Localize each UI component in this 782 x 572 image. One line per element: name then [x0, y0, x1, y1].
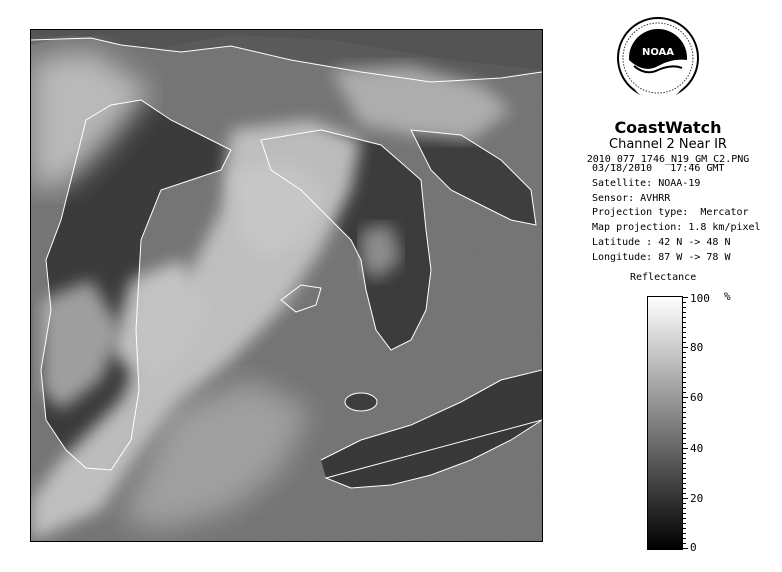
colorbar-label-40: 40: [690, 442, 704, 455]
longitude-label: Longitude: 87 W -> 78 W: [592, 251, 731, 263]
colorbar-label-0: 0: [690, 541, 697, 554]
channel-label: Channel 2 Near IR: [609, 137, 727, 152]
colorbar-tick: [683, 352, 686, 353]
colorbar-label-20: 20: [690, 492, 704, 505]
colorbar-tick: [683, 488, 686, 489]
brand-title: CoastWatch: [614, 118, 722, 137]
colorbar-tick: [683, 503, 686, 504]
colorbar-tick: [683, 463, 686, 464]
colorbar-tick: [683, 483, 686, 484]
colorbar-label-100: 100: [690, 292, 710, 305]
colorbar-tick: [683, 523, 686, 524]
colorbar-tick: [683, 508, 686, 509]
colorbar-tick: [683, 448, 688, 449]
colorbar-tick: [683, 412, 686, 413]
colorbar: [647, 296, 683, 550]
colorbar-tick: [683, 362, 686, 363]
colorbar-tick: [683, 297, 688, 298]
colorbar-tick: [683, 438, 686, 439]
colorbar-tick: [683, 518, 686, 519]
colorbar-tick: [683, 468, 686, 469]
colorbar-tick: [683, 433, 686, 434]
colorbar-tick: [683, 397, 688, 398]
colorbar-tick: [683, 478, 686, 479]
colorbar-tick: [683, 347, 688, 348]
colorbar-tick: [683, 312, 686, 313]
colorbar-unit: %: [724, 290, 731, 303]
colorbar-tick: [683, 402, 686, 403]
colorbar-label-60: 60: [690, 391, 704, 404]
colorbar-tick: [683, 372, 686, 373]
colorbar-tick: [683, 357, 686, 358]
colorbar-tick: [683, 538, 686, 539]
colorbar-tick: [683, 513, 686, 514]
colorbar-tick: [683, 387, 686, 388]
colorbar-tick: [683, 392, 686, 393]
datetime-label: 03/18/2010 17:46 GMT: [592, 163, 725, 174]
colorbar-tick: [683, 458, 686, 459]
colorbar-tick: [683, 322, 686, 323]
colorbar-tick: [683, 423, 686, 424]
colorbar-tick: [683, 543, 686, 544]
map-canvas: [31, 30, 542, 541]
colorbar-tick: [683, 332, 686, 333]
colorbar-tick: [683, 498, 688, 499]
latitude-label: Latitude : 42 N -> 48 N: [592, 236, 731, 248]
colorbar-label-80: 80: [690, 341, 704, 354]
colorbar-tick: [683, 493, 686, 494]
colorbar-tick: [683, 533, 686, 534]
colorbar-tick: [683, 548, 688, 549]
colorbar-tick: [683, 407, 686, 408]
colorbar-tick: [683, 327, 686, 328]
colorbar-tick: [683, 307, 686, 308]
colorbar-title: Reflectance: [630, 272, 697, 283]
colorbar-tick: [683, 317, 686, 318]
colorbar-tick: [683, 377, 686, 378]
filename-label: 2010_077_1746_N19_GM_C2.PNG: [586, 154, 750, 165]
colorbar-tick: [683, 428, 686, 429]
noaa-seal-icon: [616, 16, 700, 100]
colorbar-tick: [683, 473, 686, 474]
logo-text: NOAA: [641, 47, 675, 58]
title-block: [562, 118, 774, 166]
colorbar-tick: [683, 443, 686, 444]
colorbar-tick: [683, 382, 686, 383]
colorbar-tick: [683, 337, 686, 338]
colorbar-tick: [683, 367, 686, 368]
colorbar-tick: [683, 302, 686, 303]
sensor-label: Sensor: AVHRR: [592, 192, 671, 204]
noaa-logo: [616, 16, 700, 104]
colorbar-tick: [683, 528, 686, 529]
satellite-label: Satellite: NOAA-19: [592, 177, 701, 189]
colorbar-tick: [683, 453, 686, 454]
metadata-block: [592, 162, 761, 266]
satellite-map: [30, 29, 543, 542]
map-projection-label: Map projection: 1.8 km/pixel: [592, 222, 761, 234]
colorbar-tick: [683, 342, 686, 343]
colorbar-tick: [683, 417, 686, 418]
projection-type-label: Projection type: Mercator: [592, 207, 749, 219]
